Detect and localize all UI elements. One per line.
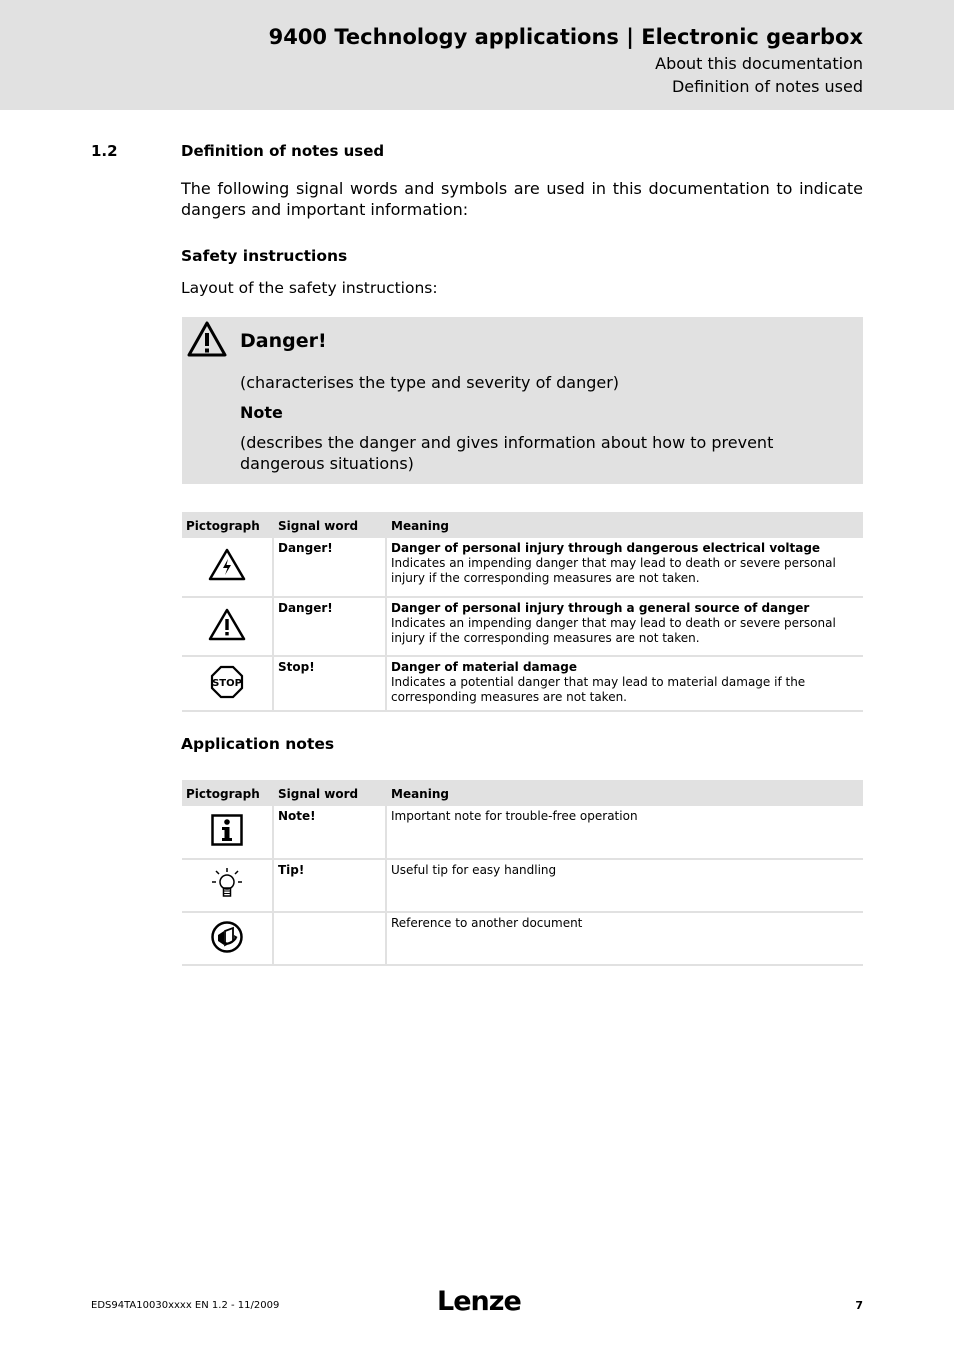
- safety-instructions-heading: Safety instructions: [181, 247, 348, 265]
- danger-box-title: Danger!: [240, 330, 327, 352]
- section-subtitle: Definition of notes used: [671, 77, 863, 96]
- meaning-cell: Useful tip for easy handling: [386, 859, 863, 912]
- table-header-row: [182, 512, 863, 538]
- meaning-title: Danger of personal injury through dangerous electrical voltage: [391, 541, 821, 555]
- signal-word-cell: Note!: [273, 806, 386, 859]
- pictograph-cell: [182, 859, 273, 912]
- pictograph-cell: [182, 806, 273, 859]
- electrical-hazard-icon: [208, 548, 246, 582]
- table-header-row: [182, 780, 863, 806]
- document-code: EDS94TA10030xxxx EN 1.2 - 11/2009: [91, 1300, 280, 1311]
- lightbulb-icon: [209, 867, 245, 901]
- pictograph-cell: [182, 538, 273, 597]
- application-notes-heading: Application notes: [181, 735, 335, 753]
- meaning-cell: [386, 597, 863, 656]
- signal-word-cell: Stop!: [273, 656, 386, 711]
- signal-word-cell: Danger!: [273, 597, 386, 656]
- danger-box-description: (characterises the type and severity of danger): [240, 373, 620, 392]
- safety-notes-table: [182, 512, 863, 712]
- general-hazard-icon: [208, 608, 246, 642]
- svg-text:STOP: STOP: [212, 677, 242, 689]
- meaning-title: Danger of personal injury through a general source of danger: [391, 601, 810, 615]
- meaning-text: Indicates an impending danger that may lead to death or severe personal injury if the corresponding measures are not taken.: [391, 616, 836, 645]
- stop-icon: [210, 665, 244, 699]
- info-icon: [211, 814, 243, 846]
- meaning-text: Indicates an impending danger that may lead to death or severe personal injury if the corresponding measures are not taken.: [391, 556, 836, 585]
- column-header: Meaning: [386, 780, 863, 806]
- pictograph-cell: [182, 656, 273, 711]
- page-header: [0, 0, 954, 110]
- column-header: Signal word: [273, 780, 386, 806]
- layout-label: Layout of the safety instructions:: [181, 279, 438, 297]
- table-row: [182, 597, 863, 656]
- table-row: [182, 538, 863, 597]
- section-number: 1.2: [91, 142, 118, 160]
- signal-word-cell: Danger!: [273, 538, 386, 597]
- warning-triangle-icon: [186, 320, 228, 358]
- page-number: 7: [855, 1299, 863, 1312]
- pictograph-cell: [182, 597, 273, 656]
- column-header: Meaning: [386, 512, 863, 538]
- table-row: [182, 912, 863, 965]
- meaning-cell: [386, 656, 863, 711]
- chapter-title: About this documentation: [655, 54, 863, 73]
- lenze-logo: Lenze: [437, 1286, 521, 1317]
- table-row: [182, 859, 863, 912]
- table-row: [182, 806, 863, 859]
- intro-paragraph: The following signal words and symbols are used in this documentation to indicate dangers and important information:: [181, 179, 863, 219]
- reference-icon: [210, 920, 244, 954]
- meaning-text: Indicates a potential danger that may lead to material damage if the corresponding measures are not taken.: [391, 675, 806, 704]
- pictograph-cell: [182, 912, 273, 965]
- column-header: Pictograph: [182, 780, 273, 806]
- document-title: 9400 Technology applications | Electronic gearbox: [268, 25, 863, 49]
- danger-box-note-text: (describes the danger and gives information about how to prevent dangerous situations): [240, 433, 774, 473]
- meaning-cell: [386, 538, 863, 597]
- table-row: [182, 656, 863, 711]
- application-notes-table: [182, 780, 863, 966]
- signal-word-cell: [273, 912, 386, 965]
- signal-word-cell: Tip!: [273, 859, 386, 912]
- meaning-cell: Important note for trouble-free operation: [386, 806, 863, 859]
- danger-example-box: [182, 317, 863, 484]
- danger-box-note-label: Note: [240, 403, 283, 422]
- meaning-cell: Reference to another document: [386, 912, 863, 965]
- section-title: Definition of notes used: [181, 142, 385, 160]
- column-header: Signal word: [273, 512, 386, 538]
- meaning-title: Danger of material damage: [391, 660, 577, 674]
- column-header: Pictograph: [182, 512, 273, 538]
